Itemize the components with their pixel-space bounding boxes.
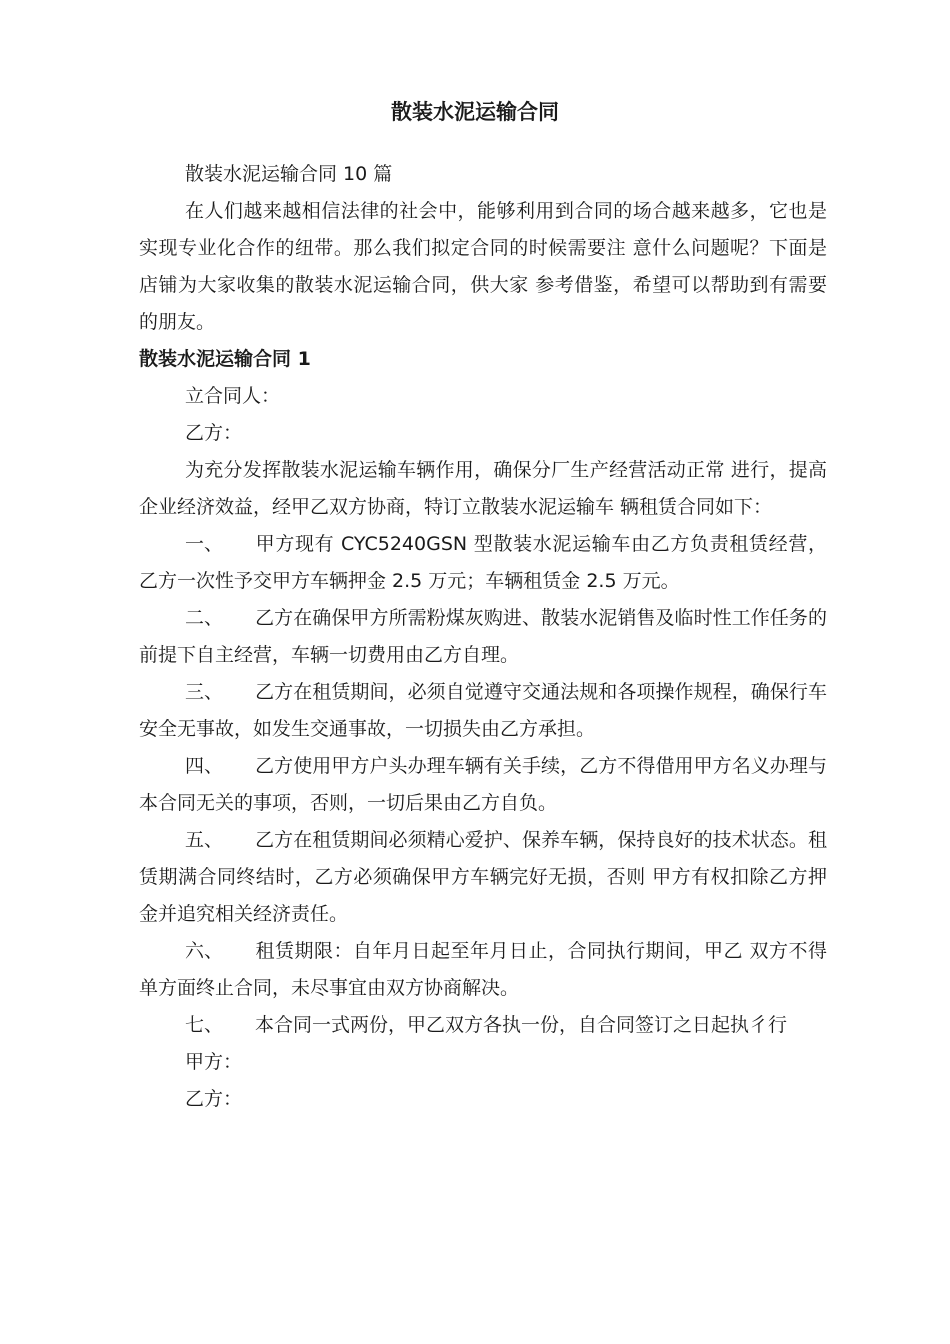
party-a-line: 立合同人： [185,385,281,407]
clause-number: 二、 [185,607,224,629]
clause-text: 乙方使用甲方户头办理车辆有关手续，乙方不得借用甲方名义办理与本合同无关的事项，否则，一切后果由乙方自负。 [139,755,827,814]
clause-number: 六、 [185,940,224,962]
clause-number: 四、 [185,755,224,777]
clause-item [139,1007,827,1044]
intro-paragraph: 在人们越来越相信法律的社会中，能够利用到合同的场合越来越多，它也是实现专业化合作的纽带。那么我们拟定合同的时候需要注 意什么问题呢？下面是店铺为大家收集的散装水泥运输合同，供大家 参考借鉴，希望可以帮助到有需要的朋友。 [139,200,827,333]
clause-item [139,674,827,748]
clause-text: 甲方现有 CYC5240GSN 型散装水泥运输车由乙方负责租赁经营，乙方一次性予交甲方车辆押金 2.5 万元；车辆租赁金 2.5 万元。 [139,533,827,592]
section-heading: 散装水泥运输合同 1 [139,348,311,370]
clause-number: 七、 [185,1014,224,1036]
clause-text: 乙方在租赁期间必须精心爱护、保养车辆，保持良好的技术状态。租赁期满合同终结时，乙方必须确保甲方车辆完好无损，否则 甲方有权扣除乙方押金并追究相关经济责任。 [139,829,827,925]
document-subtitle: 散装水泥运输合同 10 篇 [185,163,393,185]
clause-number: 三、 [185,681,224,703]
preamble-paragraph: 为充分发挥散装水泥运输车辆作用，确保分厂生产经营活动正常 进行，提高企业经济效益，经甲乙双方协商，特订立散装水泥运输车 辆租赁合同如下： [139,459,827,518]
clause-item [139,933,827,1007]
document-body [139,156,827,1118]
clause-item [139,526,827,600]
clause-item [139,748,827,822]
party-b-line: 乙方： [185,422,243,444]
clause-item [139,822,827,933]
clause-number: 五、 [185,829,224,851]
clause-number: 一、 [185,533,224,555]
clause-text: 本合同一式两份，甲乙双方各执一份，自合同签订之日起执彳行 [255,1014,788,1036]
signature-party-a: 甲方： [185,1051,243,1073]
clause-text: 乙方在确保甲方所需粉煤灰购进、散装水泥销售及临时性工作任务的前提下自主经营，车辆一切费用由乙方自理。 [139,607,827,666]
document-title: 散装水泥运输合同 [391,100,559,124]
clause-text: 乙方在租赁期间，必须自觉遵守交通法规和各项操作规程，确保行车安全无事故，如发生交通事故，一切损失由乙方承担。 [139,681,827,740]
signature-party-b: 乙方： [185,1088,243,1110]
clause-item [139,600,827,674]
clause-text: 租赁期限：自年月日起至年月日止，合同执行期间，甲乙 双方不得单方面终止合同，未尽事宜由双方协商解决。 [139,940,827,999]
